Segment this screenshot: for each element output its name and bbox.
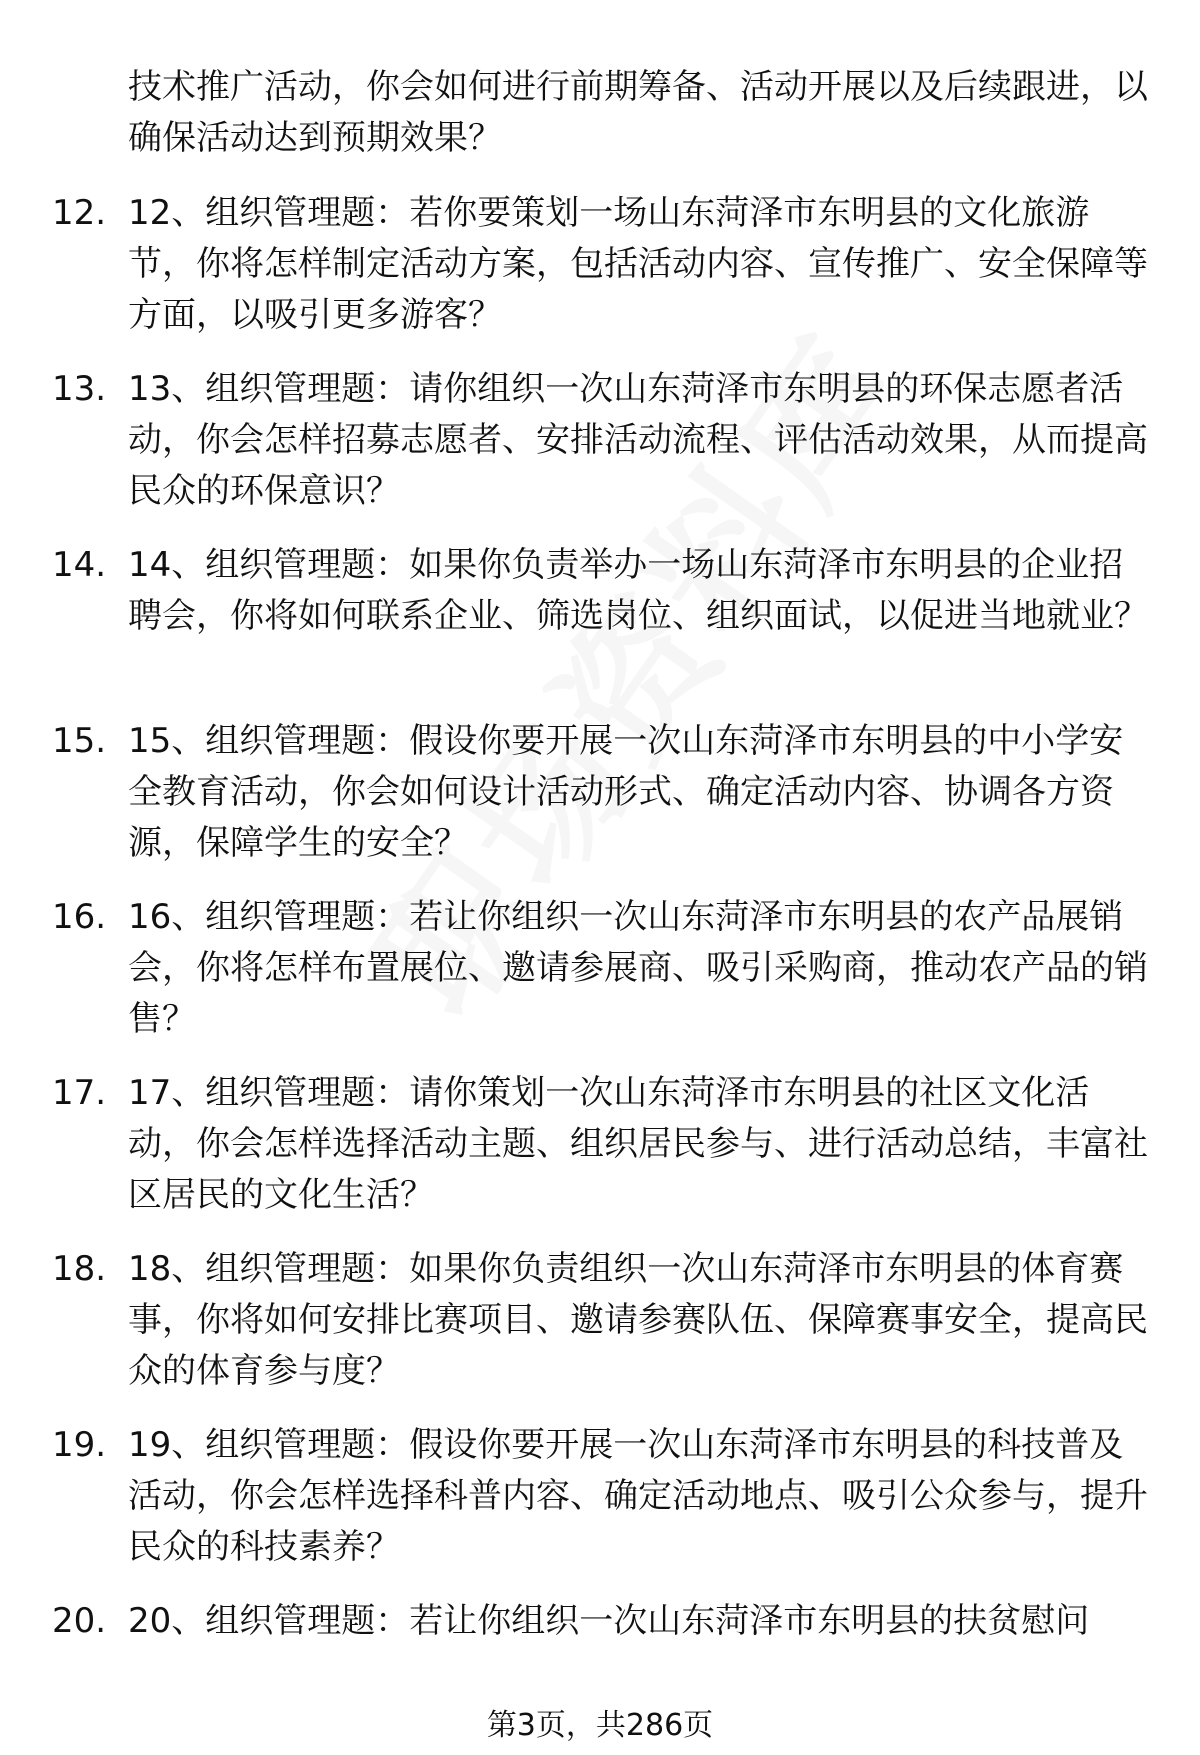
list-item bbox=[0, 716, 1200, 892]
list-number: 14. bbox=[52, 545, 107, 585]
question-text: 13、组织管理题：请你组织一次山东菏泽市东明县的环保志愿者活动，你会怎样招募志愿者、安排活动流程、评估活动效果，从而提高民众的环保意识？ bbox=[128, 369, 1148, 511]
list-item bbox=[0, 540, 1200, 716]
question-text: 20、组织管理题：若让你组织一次山东菏泽市东明县的扶贫慰问 bbox=[128, 1601, 1090, 1641]
list-number: 18. bbox=[52, 1249, 107, 1289]
list-item bbox=[0, 892, 1200, 1068]
list-number: 16. bbox=[52, 897, 107, 937]
list-number: 19. bbox=[52, 1425, 107, 1465]
list-item bbox=[0, 188, 1200, 364]
list-number: 17. bbox=[52, 1073, 107, 1113]
list-item bbox=[0, 1068, 1200, 1244]
question-text: 17、组织管理题：请你策划一次山东菏泽市东明县的社区文化活动，你会怎样选择活动主题、组织居民参与、进行活动总结，丰富社区居民的文化生活？ bbox=[128, 1073, 1148, 1215]
list-item bbox=[0, 364, 1200, 540]
question-text: 15、组织管理题：假设你要开展一次山东菏泽市东明县的中小学安全教育活动，你会如何设计活动形式、确定活动内容、协调各方资源，保障学生的安全？ bbox=[128, 721, 1124, 863]
list-number: 12. bbox=[52, 193, 107, 233]
list-item bbox=[0, 1420, 1200, 1596]
question-text: 12、组织管理题：若你要策划一场山东菏泽市东明县的文化旅游节，你将怎样制定活动方案，包括活动内容、宣传推广、安全保障等方面，以吸引更多游客？ bbox=[128, 193, 1148, 335]
continuation-paragraph: 技术推广活动，你会如何进行前期筹备、活动开展以及后续跟进，以确保活动达到预期效果？ bbox=[128, 67, 1148, 158]
list-number: 15. bbox=[52, 721, 107, 761]
page-footer: 第3页，共286页 bbox=[486, 1708, 714, 1743]
question-text: 19、组织管理题：假设你要开展一次山东菏泽市东明县的科技普及活动，你会怎样选择科普内容、确定活动地点、吸引公众参与，提升民众的科技素养？ bbox=[128, 1425, 1148, 1567]
question-text: 18、组织管理题：如果你负责组织一次山东菏泽市东明县的体育赛事，你将如何安排比赛项目、邀请参赛队伍、保障赛事安全，提高民众的体育参与度？ bbox=[128, 1249, 1148, 1391]
question-list bbox=[0, 188, 1200, 1755]
list-number: 13. bbox=[52, 369, 107, 409]
question-text: 14、组织管理题：如果你负责举办一场山东菏泽市东明县的企业招聘会，你将如何联系企业、筛选岗位、组织面试，以促进当地就业？ bbox=[128, 545, 1148, 636]
list-number: 20. bbox=[52, 1601, 107, 1641]
list-item bbox=[0, 1244, 1200, 1420]
question-text: 16、组织管理题：若让你组织一次山东菏泽市东明县的农产品展销会，你将怎样布置展位、邀请参展商、吸引采购商，推动农产品的销售？ bbox=[128, 897, 1148, 1039]
